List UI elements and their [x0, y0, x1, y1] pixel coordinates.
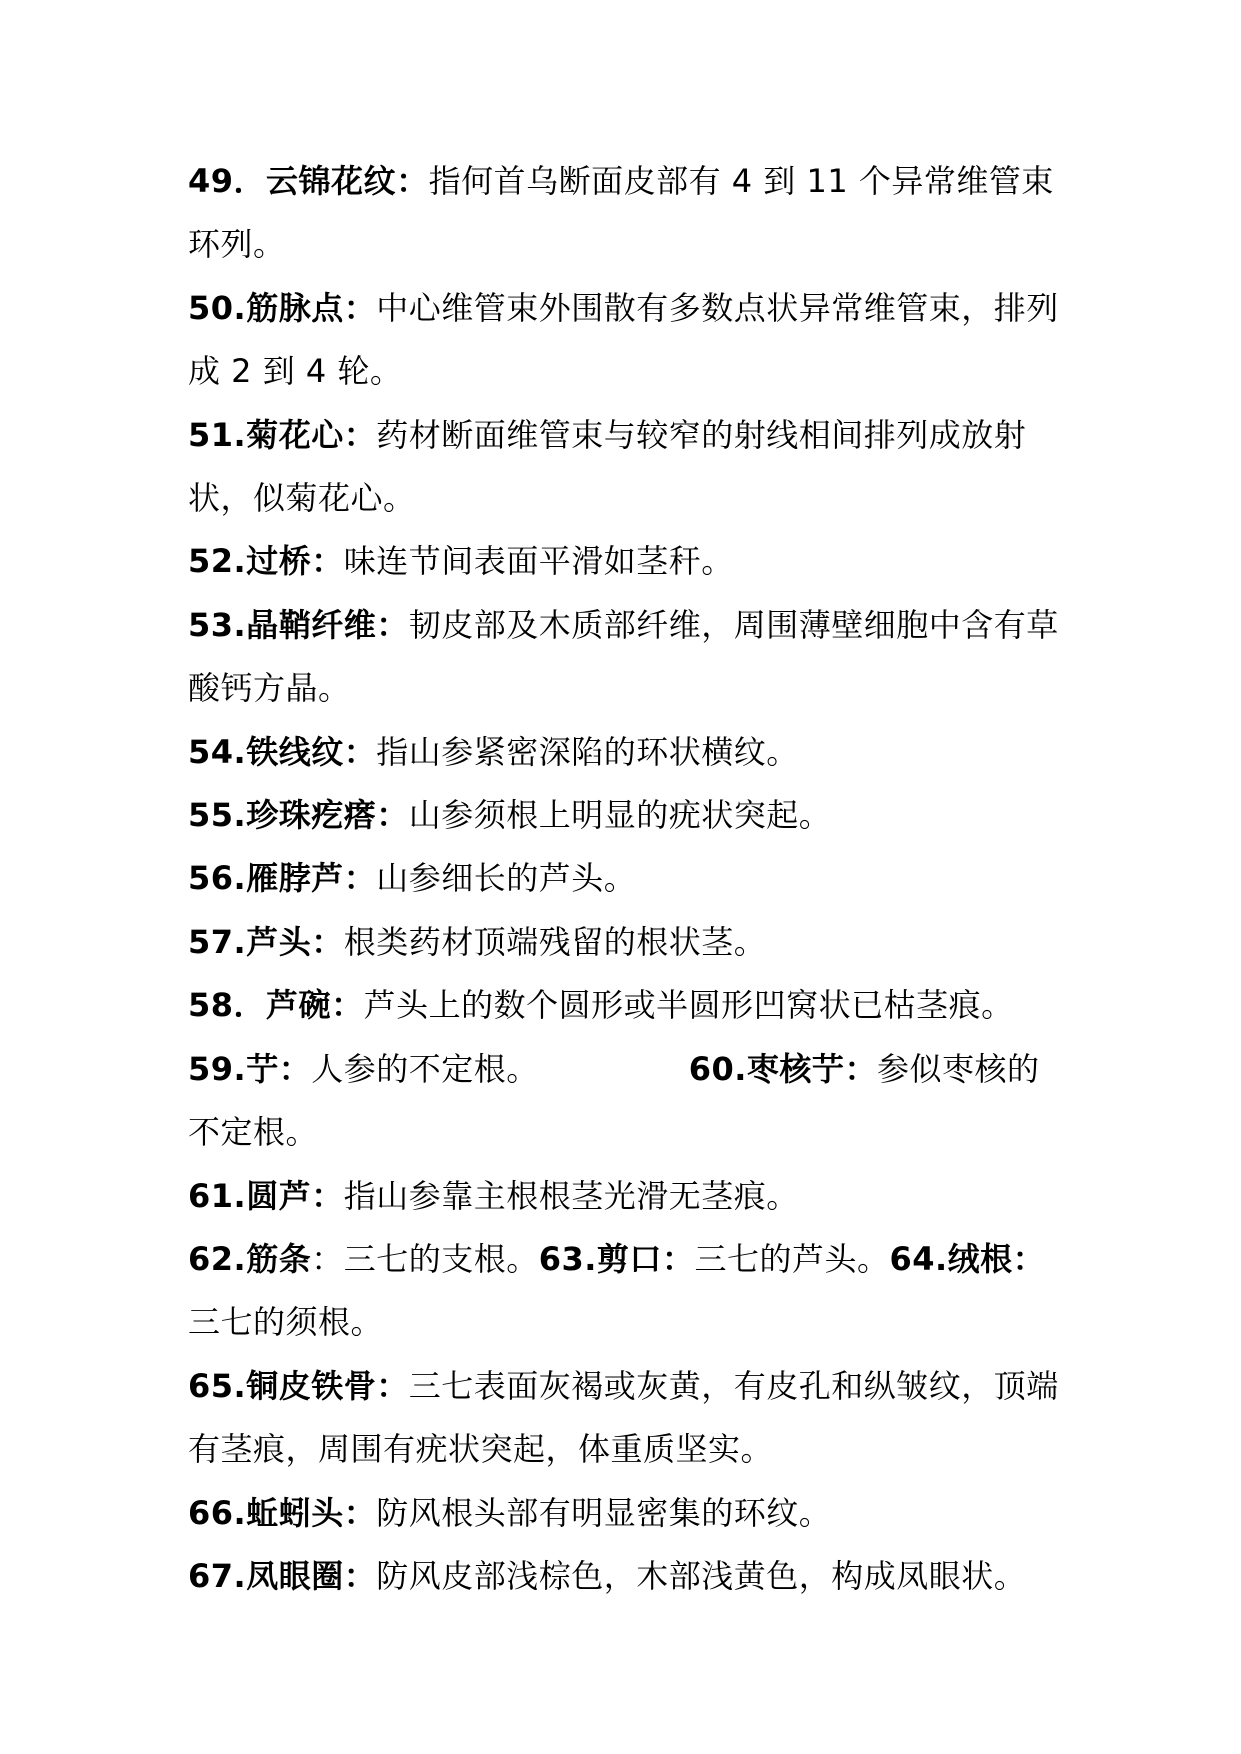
entry-definition: 三七的芦头。 — [694, 1239, 890, 1278]
entry-term: 64.绒根： — [889, 1239, 1046, 1278]
entry-definition: 中心维管束外围散有多数点状异常维管束，排列成 2 到 4 轮。 — [188, 288, 1059, 391]
entry-62-64 — [188, 1228, 1068, 1355]
entry-definition: 药材断面维管束与较窄的射线相间排列成放射状，似菊花心。 — [188, 415, 1027, 518]
entry-definition: 指山参紧密深陷的环状横纹。 — [376, 732, 799, 771]
entry-definition: 三七表面灰褐或灰黄，有皮孔和纵皱纹，顶端有茎痕，周围有疣状突起，体重质坚实。 — [188, 1366, 1059, 1469]
entry-definition: 根类药材顶端残留的根状茎。 — [343, 922, 767, 961]
entry-term: 55.珍珠疙瘩： — [188, 796, 409, 835]
entry-54 — [188, 721, 1068, 784]
entry-term: 65.铜皮铁骨： — [188, 1366, 409, 1405]
entry-definition: 指何首乌断面皮部有 4 到 11 个异常维管束环列。 — [188, 162, 1054, 264]
entry-59-60 — [188, 1038, 1068, 1165]
entry-definition: 参似枣核的不定根。 — [188, 1049, 1040, 1152]
entry-term: 54.铁线纹： — [188, 732, 377, 771]
entry-66 — [188, 1482, 1068, 1545]
entry-definition: 韧皮部及木质部纤维，周围薄壁细胞中含有草酸钙方晶。 — [188, 605, 1059, 708]
entry-definition: 味连节间表面平滑如茎秆。 — [343, 542, 734, 581]
entry-55 — [188, 784, 1068, 847]
entry-definition: 芦头上的数个圆形或半圆形凹窝状已枯茎痕。 — [363, 986, 1014, 1025]
entry-definition: 山参细长的芦头。 — [376, 859, 637, 898]
entry-term: 56.雁脖芦： — [188, 859, 377, 898]
entry-term: 53.晶鞘纤维： — [188, 605, 409, 644]
entry-definition: 防风根头部有明显密集的环纹。 — [376, 1493, 832, 1532]
entry-53 — [188, 594, 1068, 721]
entry-definition: 指山参靠主根根茎光滑无茎痕。 — [343, 1176, 799, 1215]
entry-term: 52.过桥： — [188, 542, 344, 581]
entry-67 — [188, 1545, 1068, 1608]
entry-51 — [188, 404, 1068, 531]
entry-term: 60.枣核艼： — [688, 1049, 877, 1088]
entry-term: 49．云锦花纹： — [188, 162, 429, 200]
entry-definition: 山参须根上明显的疣状突起。 — [408, 796, 832, 835]
entry-term: 66.蚯蚓头： — [188, 1493, 377, 1532]
entry-term: 57.芦头： — [188, 922, 344, 961]
entry-61 — [188, 1165, 1068, 1228]
entry-definition: 人参的不定根。 — [311, 1049, 539, 1088]
entry-term: 50.筋脉点： — [188, 288, 377, 327]
entry-separator: ： — [311, 1239, 344, 1278]
entry-definition: 三七的须根。 — [188, 1303, 384, 1342]
entry-52 — [188, 530, 1068, 593]
document-page — [188, 150, 1068, 1608]
entry-term: 63.剪口： — [538, 1239, 695, 1278]
entry-term: 58．芦碗： — [188, 986, 364, 1025]
entry-term: 67.凤眼圈： — [188, 1556, 377, 1595]
entry-58 — [188, 974, 1068, 1037]
entry-definition: 防风皮部浅棕色，木部浅黄色，构成凤眼状。 — [376, 1556, 1027, 1595]
entry-term: 51.菊花心： — [188, 415, 377, 454]
entry-56 — [188, 847, 1068, 910]
entry-65 — [188, 1355, 1068, 1482]
entry-49 — [188, 150, 1068, 277]
entry-50 — [188, 277, 1068, 404]
entry-term: 59.艼： — [188, 1049, 312, 1088]
entry-definition: 三七的支根。 — [343, 1239, 539, 1278]
entry-term: 61.圆芦： — [188, 1176, 344, 1215]
entry-57 — [188, 911, 1068, 974]
entry-term: 62.筋条 — [188, 1239, 312, 1278]
